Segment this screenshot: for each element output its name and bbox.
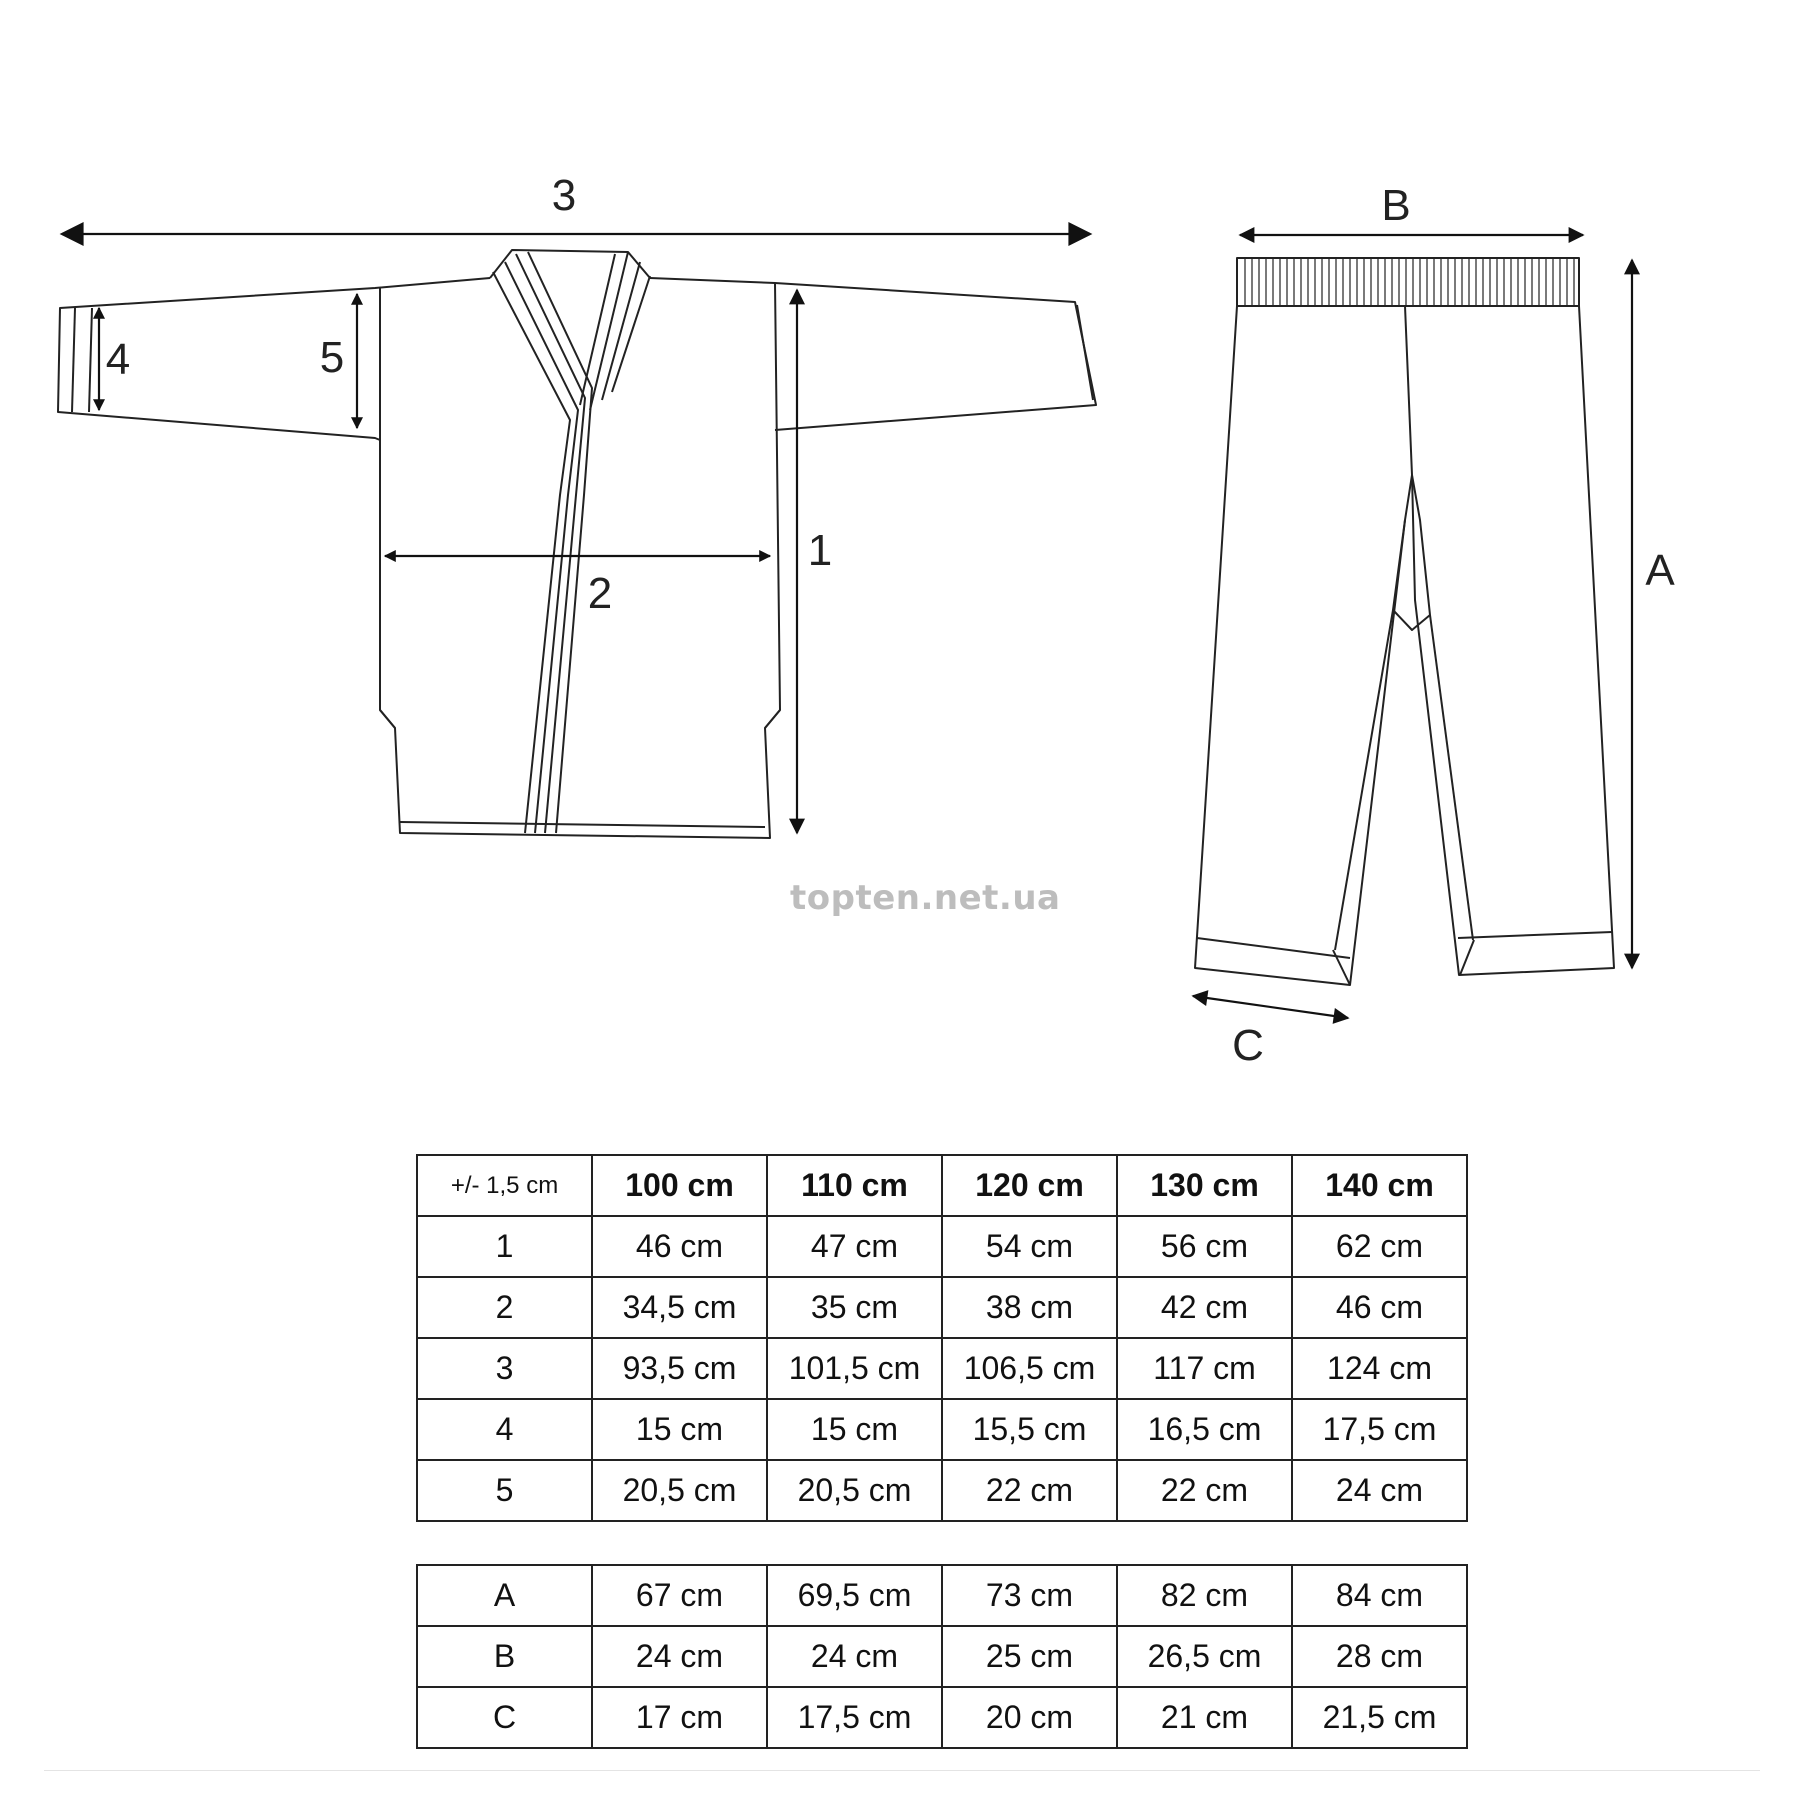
size-header: 110 cm	[767, 1155, 942, 1216]
table-cell: 73 cm	[942, 1565, 1117, 1626]
jacket-drawing	[58, 250, 1096, 838]
label-chest-width: 2	[587, 569, 613, 618]
table-row	[417, 1565, 1467, 1626]
table-row	[417, 1626, 1467, 1687]
table-cell: 101,5 cm	[767, 1338, 942, 1399]
tolerance-cell: +/- 1,5 cm	[417, 1155, 592, 1216]
table-cell: 124 cm	[1292, 1338, 1467, 1399]
row-label: 1	[417, 1216, 592, 1277]
table-cell: 84 cm	[1292, 1565, 1467, 1626]
row-label: 3	[417, 1338, 592, 1399]
table-cell: 117 cm	[1117, 1338, 1292, 1399]
table-cell: 21,5 cm	[1292, 1687, 1467, 1748]
label-length: 1	[807, 526, 833, 575]
table-cell: 42 cm	[1117, 1277, 1292, 1338]
label-hem-width: C	[1232, 1021, 1264, 1070]
table-header-row	[417, 1155, 1467, 1216]
table-cell: 17 cm	[592, 1687, 767, 1748]
table-cell: 69,5 cm	[767, 1565, 942, 1626]
table-row	[417, 1338, 1467, 1399]
size-header: 120 cm	[942, 1155, 1117, 1216]
size-header: 140 cm	[1292, 1155, 1467, 1216]
jacket-size-table	[416, 1154, 1468, 1522]
table-cell: 47 cm	[767, 1216, 942, 1277]
table-cell: 25 cm	[942, 1626, 1117, 1687]
bottom-divider	[44, 1770, 1760, 1771]
size-header: 100 cm	[592, 1155, 767, 1216]
table-cell: 15,5 cm	[942, 1399, 1117, 1460]
table-cell: 82 cm	[1117, 1565, 1292, 1626]
table-cell: 17,5 cm	[767, 1687, 942, 1748]
pants-dimensions	[1193, 235, 1632, 1018]
table-cell: 22 cm	[942, 1460, 1117, 1521]
table-cell: 20 cm	[942, 1687, 1117, 1748]
hem-width-arrow	[1193, 996, 1348, 1018]
table-cell: 15 cm	[592, 1399, 767, 1460]
table-cell: 35 cm	[767, 1277, 942, 1338]
table-cell: 46 cm	[1292, 1277, 1467, 1338]
table-cell: 24 cm	[767, 1626, 942, 1687]
table-cell: 26,5 cm	[1117, 1626, 1292, 1687]
table-row	[417, 1399, 1467, 1460]
pants-drawing	[1195, 258, 1614, 985]
table-cell: 24 cm	[592, 1626, 767, 1687]
label-cuff-width: 4	[105, 335, 131, 384]
label-waist-width: B	[1381, 181, 1411, 230]
row-label: B	[417, 1626, 592, 1687]
table-cell: 38 cm	[942, 1277, 1117, 1338]
row-label: C	[417, 1687, 592, 1748]
table-cell: 16,5 cm	[1117, 1399, 1292, 1460]
table-cell: 21 cm	[1117, 1687, 1292, 1748]
table-cell: 22 cm	[1117, 1460, 1292, 1521]
row-label: A	[417, 1565, 592, 1626]
row-label: 5	[417, 1460, 592, 1521]
table-cell: 34,5 cm	[592, 1277, 767, 1338]
table-cell: 20,5 cm	[767, 1460, 942, 1521]
table-row	[417, 1460, 1467, 1521]
table-row	[417, 1277, 1467, 1338]
row-label: 2	[417, 1277, 592, 1338]
table-cell: 46 cm	[592, 1216, 767, 1277]
table-cell: 67 cm	[592, 1565, 767, 1626]
pants-size-table	[416, 1564, 1468, 1749]
table-cell: 17,5 cm	[1292, 1399, 1467, 1460]
table-cell: 106,5 cm	[942, 1338, 1117, 1399]
table-cell: 62 cm	[1292, 1216, 1467, 1277]
table-cell: 20,5 cm	[592, 1460, 767, 1521]
table-cell: 15 cm	[767, 1399, 942, 1460]
table-cell: 24 cm	[1292, 1460, 1467, 1521]
table-cell: 93,5 cm	[592, 1338, 767, 1399]
label-pants-length: A	[1645, 546, 1675, 595]
watermark: topten.net.ua	[790, 878, 1061, 918]
row-label: 4	[417, 1399, 592, 1460]
size-header: 130 cm	[1117, 1155, 1292, 1216]
table-cell: 54 cm	[942, 1216, 1117, 1277]
label-arm-span: 3	[551, 171, 577, 220]
table-cell: 56 cm	[1117, 1216, 1292, 1277]
table-row	[417, 1216, 1467, 1277]
jacket-dimensions	[62, 234, 1090, 833]
table-cell: 28 cm	[1292, 1626, 1467, 1687]
label-sleeve-width: 5	[319, 333, 345, 382]
table-row	[417, 1687, 1467, 1748]
